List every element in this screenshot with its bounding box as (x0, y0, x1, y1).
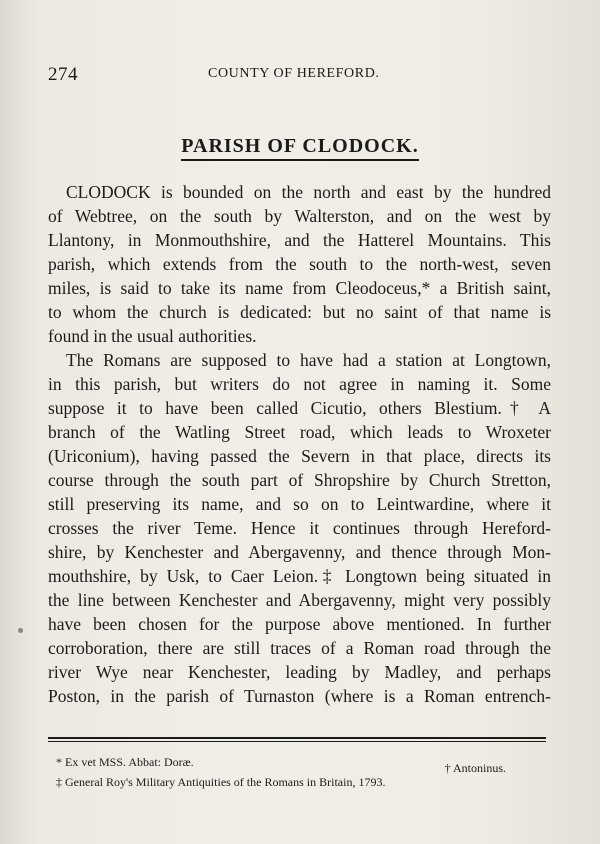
text-line: river Wye near Kenchester, leading by Madley, and perhaps (48, 662, 551, 682)
text-line: still preserving its name, and so on to Leintwardine, where it (48, 494, 551, 514)
text-line: The Romans are supposed to have had a station at Longtown, (66, 350, 551, 370)
body-text (48, 180, 551, 708)
footnote-row (56, 772, 506, 792)
section-title-text: PARISH OF CLODOCK. (181, 135, 418, 161)
text-line: Llantony, in Monmouthshire, and the Hatterel Mountains. This (48, 230, 551, 250)
text-line: in this parish, but writers do not agree in naming it. Some (48, 374, 551, 394)
text-line: course through the south part of Shropshire by Church Stretton, (48, 470, 551, 490)
footnotes (56, 752, 506, 792)
footnote-1: * Ex vet MSS. Abbat: Doræ. (56, 755, 194, 769)
text-line: the line between Kenchester and Abergavenny, might very possibly (48, 590, 551, 610)
page-number: 274 (48, 64, 78, 85)
text-line: miles, is said to take its name from Cleodoceus,* a British saint, (48, 278, 551, 298)
text-line: corroboration, there are still traces of a Roman road through the (48, 638, 551, 658)
footnote-row (56, 752, 506, 775)
text-line: found in the usual authorities. (48, 326, 257, 346)
text-line: crosses the river Teme. Hence it continues through Hereford- (48, 518, 551, 538)
text-line: Poston, in the parish of Turnaston (where is a Roman entrench- (48, 686, 551, 706)
text-line: of Webtree, on the south by Walterston, and on the west by (48, 206, 551, 226)
footnote-divider (48, 737, 546, 739)
text-line: CLODOCK is bounded on the north and east by the hundred (66, 182, 551, 202)
page-header (48, 64, 554, 86)
footnote-divider-thin (48, 741, 546, 742)
text-line: parish, which extends from the south to the north-west, seven (48, 254, 551, 274)
text-line: branch of the Watling Street road, which leads to Wroxeter (48, 422, 551, 442)
text-line: have been chosen for the purpose above mentioned. In further (48, 614, 551, 634)
text-line: suppose it to have been called Cicutio, others Blestium.† A (48, 398, 551, 418)
text-line: mouthshire, by Usk, to Caer Leion.‡ Longtown being situated in (48, 566, 551, 586)
section-title (0, 135, 600, 158)
running-head: COUNTY OF HEREFORD. (208, 66, 380, 81)
footnote-2: † Antoninus. (444, 761, 506, 775)
text-line: (Uriconium), having passed the Severn in that place, directs its (48, 446, 551, 466)
footnote-3: ‡ General Roy's Military Antiquities of the Romans in Britain, 1793. (56, 775, 386, 789)
text-line: to whom the church is dedicated: but no saint of that name is (48, 302, 551, 322)
margin-dot (18, 628, 23, 633)
text-line: shire, by Kenchester and Abergavenny, and thence through Mon- (48, 542, 551, 562)
